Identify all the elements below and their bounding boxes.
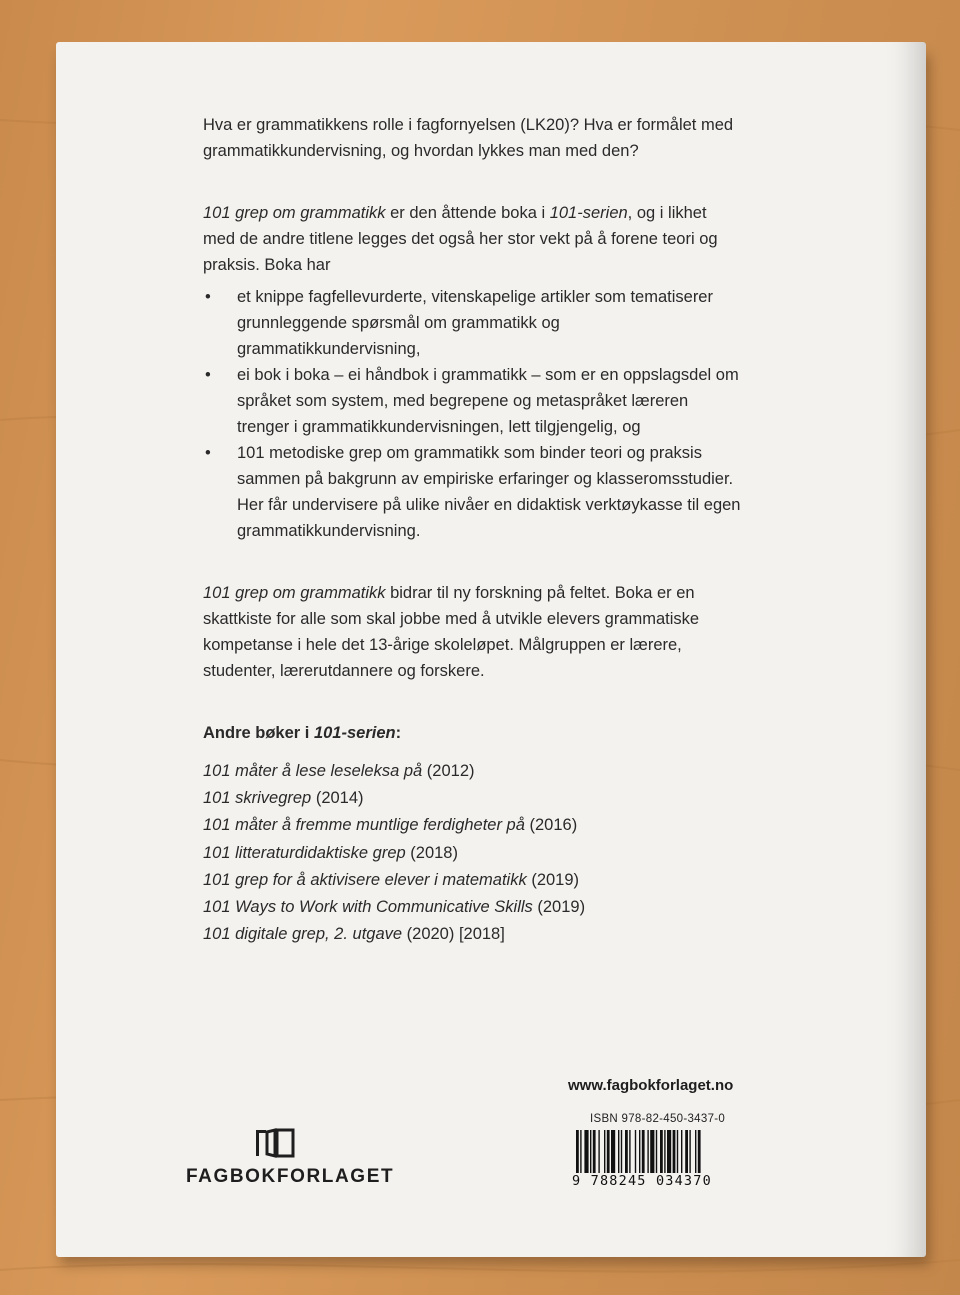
barcode-digits: 9 788245 034370	[572, 1173, 712, 1189]
intro-paragraph: Hva er grammatikkens rolle i fagfornyelsen (LK20)? Hva er formålet med grammatikkundervisning, og hvordan lykkes man med den?	[203, 116, 734, 160]
list-item: 101 skrivegrep (2014)	[203, 789, 364, 808]
list-item: 101 Ways to Work with Communicative Skills (2019)	[203, 898, 586, 917]
list-item: • et knippe fagfellevurderte, vitenskapelige artikler som tematiserer grunnleggende spørsmål om grammatikk og grammatikkundervisning,	[205, 288, 713, 358]
series-intro-paragraph: 101 grep om grammatikk er den åttende boka i 101-serien, og i likhet med de andre titlene legges det også her stor vekt på å forene teori og praksis. Boka har	[203, 204, 718, 274]
other-books-list	[203, 758, 743, 948]
list-item: • ei bok i boka – ei håndbok i grammatikk – som er en oppslagsdel om språket som system, med begrepene og metaspråket læreren trenger i grammatikkundervisningen, lett tilgjengelig, og	[205, 366, 739, 436]
publisher-logo-icon	[255, 1128, 295, 1158]
feature-list	[203, 284, 743, 544]
list-item: 101 måter å fremme muntlige ferdigheter på (2016)	[203, 816, 578, 835]
book-title: 101 grep om grammatikk	[203, 204, 386, 222]
isbn-label: ISBN 978-82-450-3437-0	[590, 1113, 726, 1125]
list-item: • 101 metodiske grep om grammatikk som binder teori og praksis sammen på bakgrunn av empiriske erfaringer og klasseromsstudier. Her får undervisere på ulike nivåer en didaktisk verktøykasse til egen grammatikkundervisning.	[205, 444, 741, 540]
list-item: 101 litteraturdidaktiske grep (2018)	[203, 843, 458, 862]
publisher-website: www.fagbokforlaget.no	[568, 1077, 734, 1094]
list-item: 101 digitale grep, 2. utgave (2020) [2018]	[203, 925, 505, 944]
list-item: 101 måter å lese leseleksa på (2012)	[203, 762, 475, 780]
other-books-heading: Andre bøker i 101-serien:	[203, 724, 402, 742]
list-item: 101 grep for å aktivisere elever i matematikk (2019)	[203, 870, 580, 889]
publisher-logo-text: FAGBOKFORLAGET	[186, 1166, 395, 1187]
closing-paragraph: 101 grep om grammatikk bidrar til ny forskning på feltet. Boka er en skattkiste for alle som skal jobbe med å utvikle elevers grammatiske kompetanse i hele det 13-årige skoleløpet. Målgruppen er lærere, studenter, lærerutdannere og forskere.	[203, 584, 700, 680]
